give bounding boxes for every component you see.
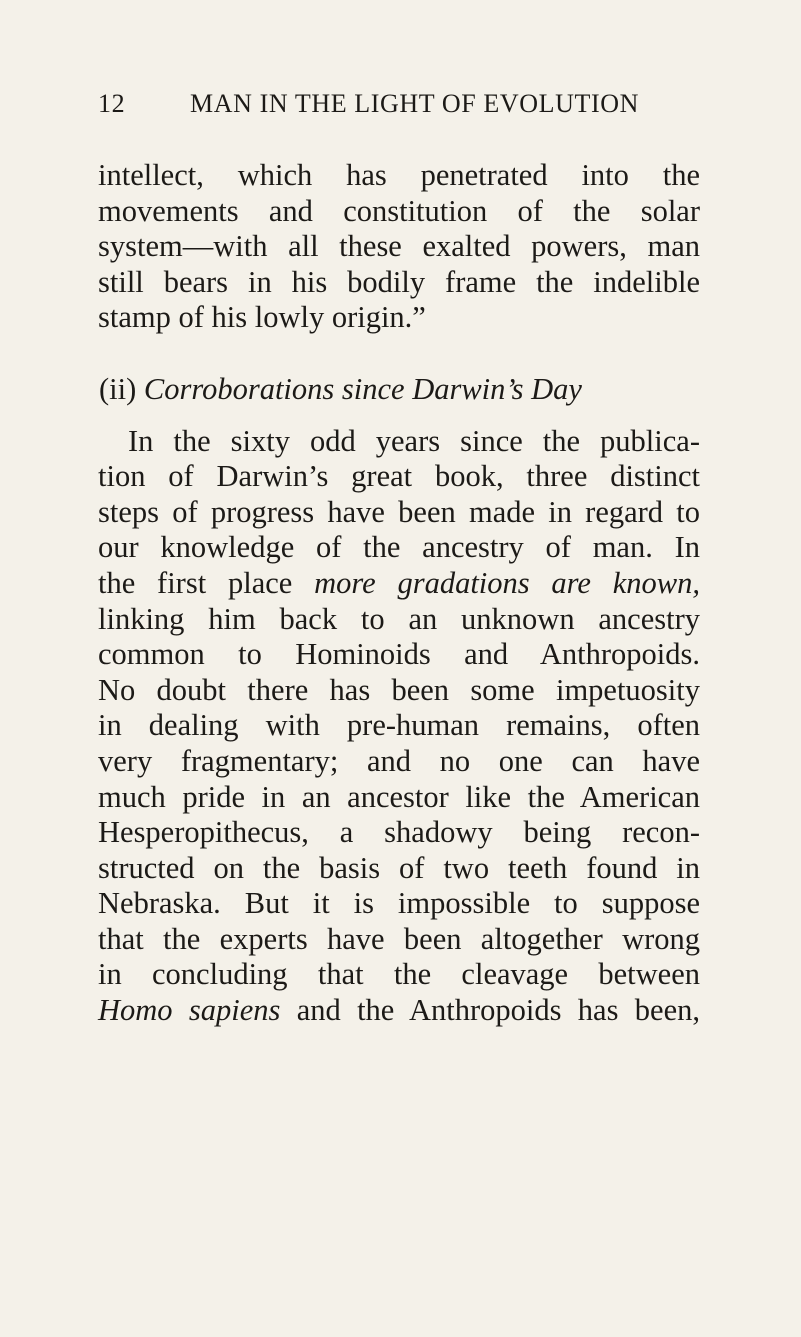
- text-line: common to Hominoids and Anthropoids.: [98, 637, 700, 672]
- text-line: much pride in an ancestor like the American: [98, 779, 700, 814]
- section-number: (ii): [99, 371, 137, 406]
- text-line: that the experts have been altogether wrong: [98, 921, 700, 956]
- text-line: stamp of his lowly origin.”: [98, 300, 426, 335]
- text-line: Nebraska. But it is impossible to suppose: [98, 886, 700, 921]
- emphasis-text: Homo sapiens: [98, 993, 281, 1028]
- section-heading: [98, 372, 700, 408]
- section-spacer: [98, 408, 700, 424]
- section-title: Corroborations since Darwin’s Day: [143, 371, 582, 406]
- text-line: In the sixty odd years since the publica-: [128, 423, 700, 458]
- text-line: Hesperopithecus, a shadowy being recon-: [98, 815, 700, 850]
- text-line: our knowledge of the ancestry of man. In: [98, 530, 700, 565]
- text-line: [98, 993, 700, 1029]
- text-run: and the Anthropoids has been,: [280, 993, 700, 1028]
- text-line: tion of Darwin’s great book, three distinct: [98, 459, 700, 494]
- section-spacer: [98, 336, 700, 372]
- text-line: still bears in his bodily frame the indelible: [98, 264, 700, 299]
- text-line: steps of progress have been made in regard to: [98, 494, 700, 529]
- text-line: linking him back to an unknown ancestry: [98, 601, 700, 636]
- body-text: [98, 158, 700, 1029]
- text-line: very fragmentary; and no one can have: [98, 743, 700, 778]
- emphasis-text: more gradations are known,: [314, 565, 700, 600]
- text-line: in dealing with pre-human remains, often: [98, 708, 700, 743]
- text-line: movements and constitution of the solar: [98, 193, 700, 228]
- text-line: system—with all these exalted powers, man: [98, 229, 700, 264]
- running-header: [98, 89, 698, 119]
- text-line: intellect, which has penetrated into the: [98, 158, 700, 192]
- text-line: No doubt there has been some impetuosity: [98, 672, 700, 707]
- text-line: in concluding that the cleavage between: [98, 957, 700, 992]
- text-run: the first place: [98, 565, 315, 600]
- page-number: 12: [98, 89, 126, 118]
- running-title: MAN IN THE LIGHT OF EVOLUTION: [190, 89, 640, 118]
- text-line: [98, 566, 700, 602]
- text-line: structed on the basis of two teeth found in: [98, 850, 700, 885]
